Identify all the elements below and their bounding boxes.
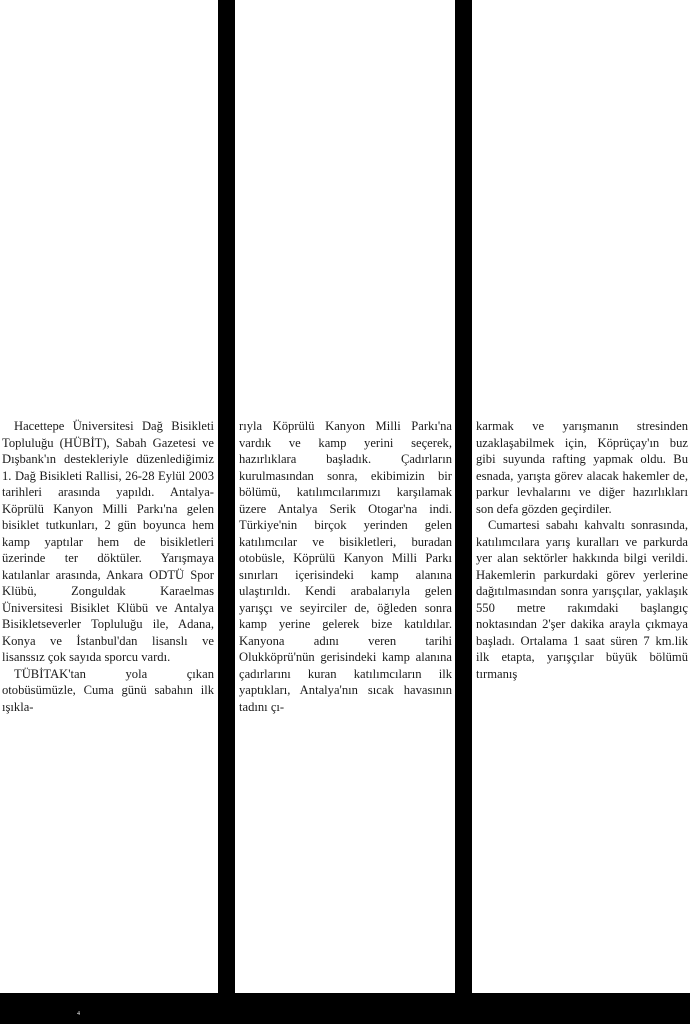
paragraph: karmak ve yarışmanın stresinden uzaklaşabilmek için, Köprüçay'ın buz gibi suyunda rafting yapmak oldu. Bu esnada, yarışta görev alacak hakemler de, parkur levhalarını ve diğer hazırlıkları son defa gözden geçirdiler. [476, 419, 688, 516]
text-column-3 [476, 418, 688, 682]
footer-bar [0, 993, 690, 1024]
paragraph: TÜBİTAK'tan yola çıkan otobüsümüzle, Cuma günü sabahın ilk ışıkla- [2, 666, 214, 714]
text-column-2 [239, 418, 452, 715]
column-rule-right [455, 0, 472, 993]
column-rule-left [218, 0, 235, 993]
paragraph: Cumartesi sabahı kahvaltı sonrasında, katılımcılara yarış kuralları ve parkurda yer alan sektörler hakkında bilgi verildi. Hakemlerin parkurdaki görev yerlerine dağıtılmasından sonra yarışçılar, yaklaşık 550 metre rakımdaki başlangıç noktasından 2'şer dakika arayla çıkmaya başladı. Ortalama 1 saat süren 7 km.lik ilk etapta, yarışçılar büyük bölümü tırmanış [476, 518, 688, 681]
text-column-1 [2, 418, 214, 715]
paragraph: rıyla Köprülü Kanyon Milli Parkı'na vardık ve kamp yerini seçerek, hazırlıklara başladık. Çadırların kurulmasından sonra, ekibimizin bir bölümü, katılımcılarımızı karşılamak üzere Antalya Serik Otogar'na indi. Türkiye'nin birçok yerinden gelen katılımcılar ve bisikletleri, buradan otobüsle, Köprülü Kanyon Milli Parkı sınırları içerisindeki kamp alanına ulaştırıldı. Kendi arabalarıyla gelen yarışçı ve seyirciler de, öğleden sonra kamp yerine gelerek bize katıldılar. Kanyona adını veren tarihi Olukköprü'nün gerisindeki kamp alanına çadırlarını kuran katılımcıların ilk yaptıkları, Antalya'nın sıcak havasının tadını çı- [239, 419, 452, 714]
paragraph: Hacettepe Üniversitesi Dağ Bisikleti Topluluğu (HÜBİT), Sabah Gazetesi ve Dışbank'ın destekleriyle düzenlediğimiz 1. Dağ Bisikleti Rallisi, 26-28 Eylül 2003 tarihleri arasında yapıldı. Antalya-Köprülü Kanyon Milli Parkı'na gelen bisiklet tutkunları, 2 gün boyunca hem kamp yaptılar hem de bisikletleri üzerinde ter döktüler. Yarışmaya katılanlar arasında, Ankara ODTÜ Spor Klübü, Zonguldak Karaelmas Üniversitesi Bisiklet Klübü ve Antalya Bisikletseverler Topluluğu ile, Adana, Konya ve İstanbul'dan lisanslı ve lisanssız çok sayıda sporcu vardı. [2, 419, 214, 664]
page-number: 4 [77, 1011, 80, 1017]
